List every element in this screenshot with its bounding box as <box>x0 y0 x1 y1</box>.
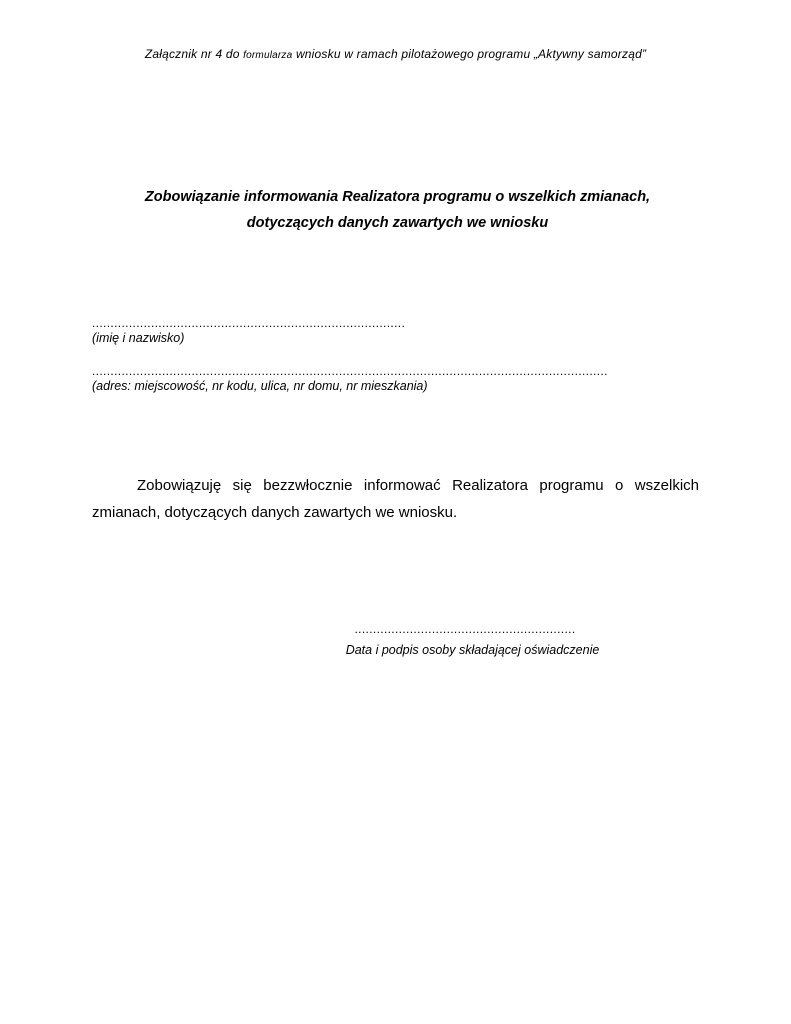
signature-label: Data i podpis osoby składającej oświadczenie <box>345 643 600 657</box>
address-field-label: (adres: miejscowość, nr kodu, ulica, nr domu, nr mieszkania) <box>92 379 428 393</box>
title-line-1: Zobowiązanie informowania Realizatora programu o wszelkich zmianach, <box>144 189 651 205</box>
attachment-header <box>0 47 791 61</box>
signature-block <box>300 622 630 658</box>
signature-dotted-line: ............................................................ <box>354 622 576 636</box>
address-dotted-line: ............................................................................................................................................ <box>92 364 608 378</box>
header-text-1: Załącznik nr 4 do <box>144 47 244 61</box>
title-line-2: dotyczących danych zawartych we wniosku <box>246 215 549 231</box>
header-text-2: formularza <box>243 50 293 61</box>
address-field <box>92 364 699 394</box>
header-text-3: wniosku w ramach pilotażowego programu „Aktywny samorząd” <box>292 47 647 61</box>
statement-paragraph: Zobowiązuję się bezzwłocznie informować Realizatora programu o wszelkich zmianach, dotyczących danych zawartych we wniosku. <box>92 477 699 521</box>
name-field <box>92 316 478 346</box>
name-dotted-line: ..................................................................................... <box>92 316 406 330</box>
name-field-label: (imię i nazwisko) <box>92 331 185 345</box>
document-title <box>60 184 735 236</box>
